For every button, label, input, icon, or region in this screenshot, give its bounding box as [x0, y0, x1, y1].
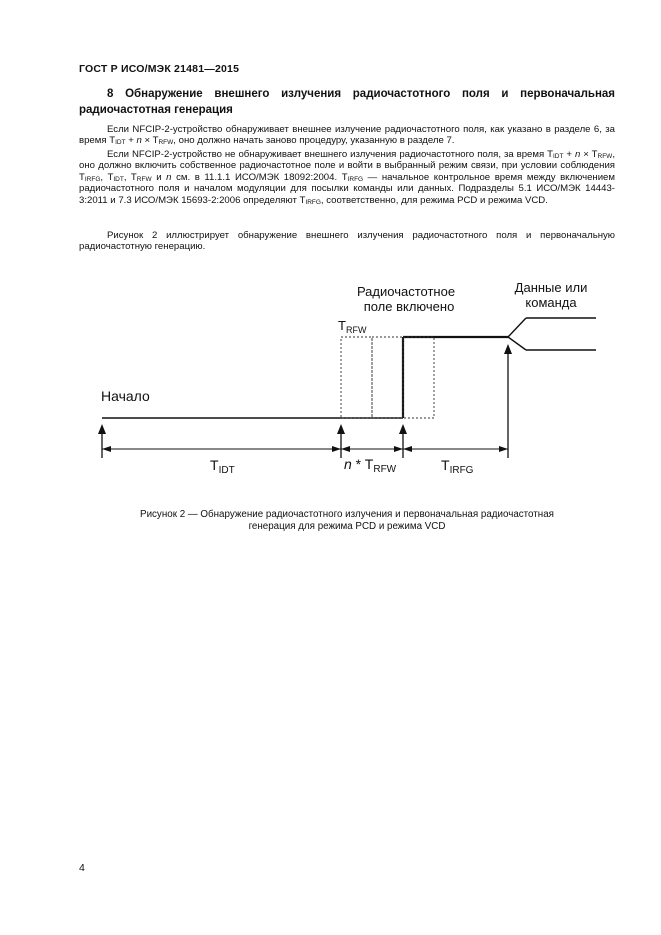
- paragraph-1: Если NFCIP-2-устройство обнаруживает внешнее излучение радиочастотного поля, как указано в разделе 6, за время $T_{IDT} + n \times T_{RFW}$, оно должно начать заново процедуру, указанную в разделе 7.: [79, 124, 615, 147]
- data-label-line1: Данные или: [514, 280, 588, 295]
- page-number: 4: [79, 862, 85, 874]
- arrow-data-start: [504, 344, 512, 458]
- timing-diagram: [0, 260, 661, 520]
- arrow-rf-on: [399, 424, 407, 458]
- caption-line-1: Рисунок 2 — Обнаружение радиочастотного излучения и первоначальная радиочастотная: [140, 509, 554, 520]
- section-title: 8 Обнаружение внешнего излучения радиочастотного поля и первоначальная радиочастотная генерация: [79, 88, 615, 116]
- tidt-label: $T_{IDT}$: [210, 457, 235, 476]
- paragraph-3: Рисунок 2 иллюстрирует обнаружение внешнего излучения радиочастотного поля и первоначальную радиочастотную генерацию.: [79, 230, 615, 253]
- n-trfw-label: n * $T_{RFW}$: [344, 456, 397, 475]
- rfw-window-1: [341, 337, 372, 418]
- tirfg-label: $T_{IRFG}$: [441, 457, 474, 476]
- arrow-start: [98, 424, 106, 458]
- data-split-lower: [508, 337, 526, 350]
- standard-header: ГОСТ Р ИСО/МЭК 21481—2015: [79, 63, 240, 75]
- rfw-window-3: [403, 337, 434, 418]
- start-label: Начало: [101, 388, 150, 404]
- paragraph-2: Если NFCIP-2-устройство не обнаруживает внешнего излучения радиочастотного поля, за время $T_{IDT} + n \times T_{RFW}$, оно должно включить собственное радиочастотное поле и войти в выбранный режим связи, при условии соблюдения $T_{IRFG}$, $T_{IDT}$, $T_{RFW}$ и n см. в 11.1.1 ИСО/МЭК 18092:2004. $T_{IRFG}$ — начальное контрольное время между включением радиочастотного поля и началом модуляции для посылки команды или данных. Подразделы 5.1 ИСО/МЭК 14443-3:2011 и 7.3 ИСО/МЭК 15693-2:2006 определяют $T_{IRFG}$, соответственно, для режима PCD и режима VCD.: [79, 149, 615, 206]
- rf-on-label-line1: Радиочастотное: [356, 284, 456, 299]
- rfw-window-2: [372, 337, 403, 418]
- data-label-line2: команда: [525, 295, 577, 310]
- rf-on-label-line2: поле включено: [363, 299, 455, 314]
- figure-caption: [79, 509, 615, 533]
- dimension-line: [102, 446, 508, 452]
- trfw-top-label: $T_{RFW}$: [338, 318, 367, 335]
- caption-line-2: генерация для режима PCD и режима VCD: [248, 521, 446, 532]
- arrow-idt-end: [337, 424, 345, 458]
- data-split-upper: [508, 318, 526, 337]
